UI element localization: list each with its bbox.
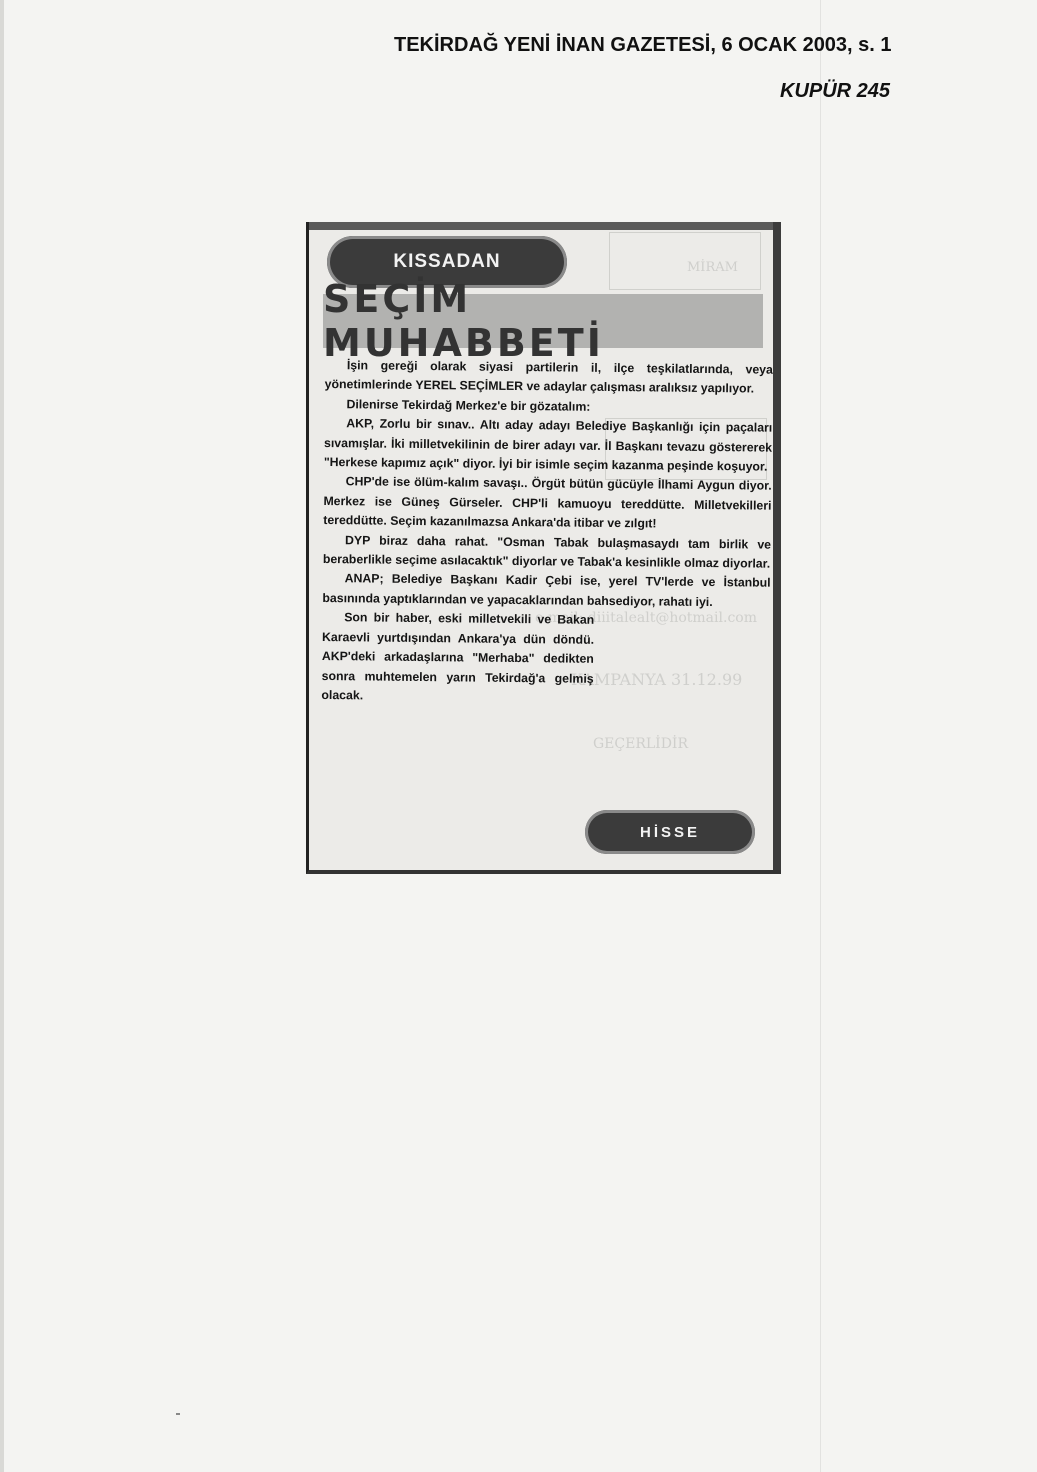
author-signature-badge [585, 810, 755, 854]
clipping-right-edge [773, 222, 781, 870]
article-paragraph: Son bir haber, eski milletvekili ve Bakan Karaevli yurtdışından Ankara'ya dün döndü. AKP'deki arkadaşlarına "Merhaba" dedikten sonra muhtemelen yarın Tekirdağ'a gelmiş olacak. [321, 610, 595, 703]
article-body [321, 356, 773, 710]
article-title-band [323, 277, 763, 365]
clipping-number: KUPÜR 245 [780, 80, 891, 102]
article-title: SEÇİM MUHABBETİ [323, 277, 604, 365]
article-paragraph: AKP, Zorlu bir sınav.. Altı aday adayı Belediye Başkanlığı için paçaları sıvamışlar. İki milletvekilinin de birer adayı var. İl Başkanı tevazu göstererek "Herkese kapımız açık" diyor. İyi bir isimle seçim kazanma peşinde koşuyor. [323, 416, 773, 474]
newspaper-clipping [306, 222, 781, 874]
page-fold-line [820, 0, 821, 1472]
article-paragraph: Dilenirse Tekirdağ Merkez'e bir gözatalım: [346, 397, 591, 414]
page-edge [0, 0, 4, 1472]
author-signature: HİSSE [639, 823, 700, 841]
article-paragraph: CHP'de ise ölüm-kalım savaşı.. Örgüt bütün gücüyle İlhami Aygun diyor. Merkez ise Güneş Gürseler. CHP'li kamuoyu tereddütte. Milletvekilleri tereddütte. Seçim kazanılmazsa Ankara'da itibar ve zılgıt! [323, 474, 772, 531]
bleed-text-1: MİRAM [687, 260, 738, 275]
article-paragraph: İşin gereği olarak siyasi partilerin il, ilçe teşkilatlarında, veya yönetimlerinde YEREL SEÇİMLER ve adaylar çalışması aralıksız yapılıyor. [324, 358, 773, 396]
bleed-text-2: e-mail: diiitalealt@hotmail.com [535, 610, 757, 626]
clipping-top-edge [309, 222, 781, 230]
scan-speck [176, 1413, 180, 1415]
bleed-text-3: KAMPANYA 31.12.99 [571, 670, 743, 689]
article-paragraph: DYP biraz daha rahat. "Osman Tabak bulaşmasaydı tam birlik ve beraberlikle seçime asılacaktık" diyorlar ve Tabak'a kesinlikle olmaz diyorlar. [322, 532, 772, 571]
source-citation: TEKİRDAĞ YENİ İNAN GAZETESİ, 6 OCAK 2003, s. 1 [394, 34, 892, 56]
kicker-label: KISSADAN [393, 251, 501, 272]
bleed-text-4: GEÇERLİDİR [593, 736, 688, 752]
article-paragraph: ANAP; Belediye Başkanı Kadir Çebi ise, yerel TV'lerde ve İstanbul basınında yaptıklarından ve yapacaklarından bahsediyor, rahatı iyi. [322, 571, 771, 609]
